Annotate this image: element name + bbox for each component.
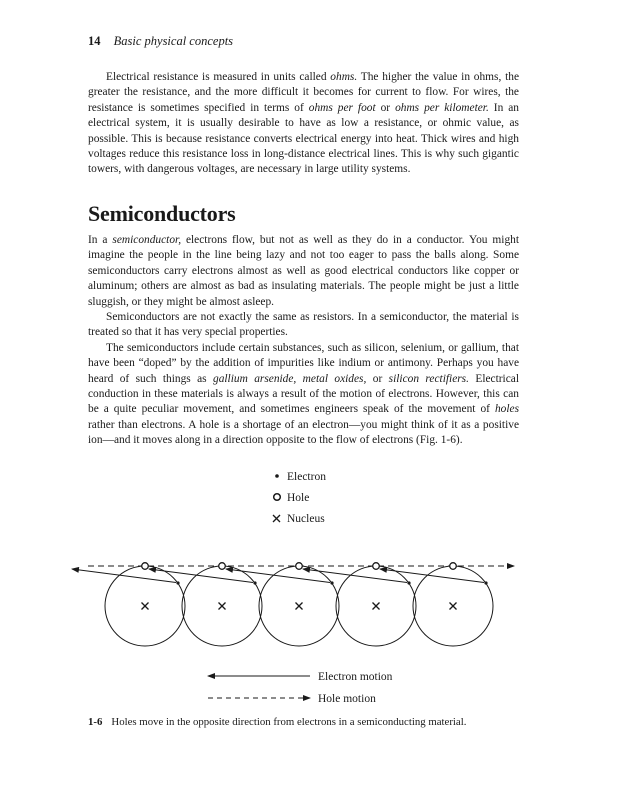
paragraph xyxy=(88,341,519,449)
electron-icon xyxy=(330,581,333,584)
hole-icon xyxy=(274,494,281,501)
nucleus-icon xyxy=(142,603,149,610)
electron-path-arrow xyxy=(72,569,176,583)
term-ohms-per-kilometer: ohms per kilometer. xyxy=(395,101,489,114)
text-run: The semiconductors include certain substances, such as silicon, selenium, or gallium, that have been “doped” by the addition of impurities like indium or antimony. Perhaps you have heard of such things as xyxy=(88,341,519,385)
text-run: rather than electrons. A hole is a shortage of an electron—you might think of it as a positive ion—and it moves along in a direction opposite to the flow of electrons (Fig. 1-6). xyxy=(88,418,519,447)
caption-text: Holes move in the opposite direction from electrons in a semiconducting material. xyxy=(111,716,467,728)
electron-icon xyxy=(253,581,256,584)
electron-motion-label: Electron motion xyxy=(318,671,393,683)
text-run: or xyxy=(366,372,389,385)
running-title: Basic physical concepts xyxy=(113,34,234,48)
legend-hole: Hole xyxy=(287,492,310,504)
hole-icon xyxy=(142,563,149,570)
caption-number: 1-6 xyxy=(88,716,103,728)
electron-icon xyxy=(484,581,487,584)
term-ohms-per-foot: ohms per foot xyxy=(308,101,376,114)
figure-caption xyxy=(88,716,466,728)
hole-icon xyxy=(373,563,380,570)
hole-icon xyxy=(219,563,226,570)
term-silicon-rectifiers: silicon rectifiers. xyxy=(388,372,469,385)
electron-icon xyxy=(176,581,179,584)
figure-1-6 xyxy=(0,460,627,715)
electron-icon xyxy=(407,581,410,584)
electron-icon xyxy=(275,474,279,478)
semiconductor-section-body xyxy=(88,233,519,449)
term-gallium-arsenide: gallium arsenide, metal oxides, xyxy=(213,372,367,385)
text-run: Electrical resistance is measured in units called xyxy=(106,71,331,83)
text-run: In a xyxy=(88,234,113,246)
paragraph: Semiconductors are not exactly the same as resistors. In a semiconductor, the material is treated so that it has very special properties. xyxy=(88,311,519,339)
hole-icon xyxy=(450,563,457,570)
section-title: Semiconductors xyxy=(88,201,236,226)
page-number: 14 xyxy=(88,34,101,48)
paragraph xyxy=(88,233,519,310)
legend-nucleus: Nucleus xyxy=(287,513,325,525)
text-run: In an electrical system, it is usually desirable to have as low a resistance, or ohmic value, as possible. This is because resistance converts electrical energy into heat. Thick wires and high voltages reduce this resistance loss in long-distance electrical lines. This is why such gigantic towers, with dangerous voltages, are necessary in large utility systems. xyxy=(88,101,519,176)
motion-legend xyxy=(208,671,393,705)
nucleus-icon xyxy=(219,603,226,610)
text-run: or xyxy=(375,101,396,114)
electron-path-arrow xyxy=(149,569,253,583)
electron-path-arrow xyxy=(303,569,407,583)
nucleus-icon xyxy=(450,603,457,610)
text-run: electrons flow, but not as well as they do in a conductor. You might imagine the people in the line being lazy and not too eager to pass the balls along. Some semiconductors carry electrons almost as well as good electrical conductors like copper or aluminum; others are almost as bad as insulating materials. The people might be just a little sluggish, or they might be almost asleep. xyxy=(88,234,519,308)
nucleus-icon xyxy=(296,603,303,610)
term-holes: holes xyxy=(494,403,519,416)
nucleus-icon xyxy=(373,603,380,610)
term-ohms: ohms. xyxy=(330,71,358,83)
electron-path-arrow xyxy=(226,569,330,583)
hole-motion-label: Hole motion xyxy=(318,693,376,705)
hole-icon xyxy=(296,563,303,570)
resistance-paragraph xyxy=(88,70,519,178)
text-run: Electrical conduction in these materials is always a result of the motion of electrons. However, this can be a quite peculiar movement, and sometimes engineers speak of the movement of xyxy=(88,372,519,416)
paragraph xyxy=(88,70,519,178)
atom-row xyxy=(72,563,493,646)
page-header xyxy=(88,34,233,49)
electron-path-arrow xyxy=(380,569,484,583)
nucleus-icon xyxy=(273,515,280,522)
figure-legend xyxy=(273,471,326,525)
term-semiconductor: semiconductor, xyxy=(112,234,182,246)
legend-electron: Electron xyxy=(287,471,326,483)
text-run: The higher the value in ohms, the greater the resistance, and the more difficult it becomes for current to flow. For wires, the resistance is sometimes specified in terms of xyxy=(88,71,519,114)
